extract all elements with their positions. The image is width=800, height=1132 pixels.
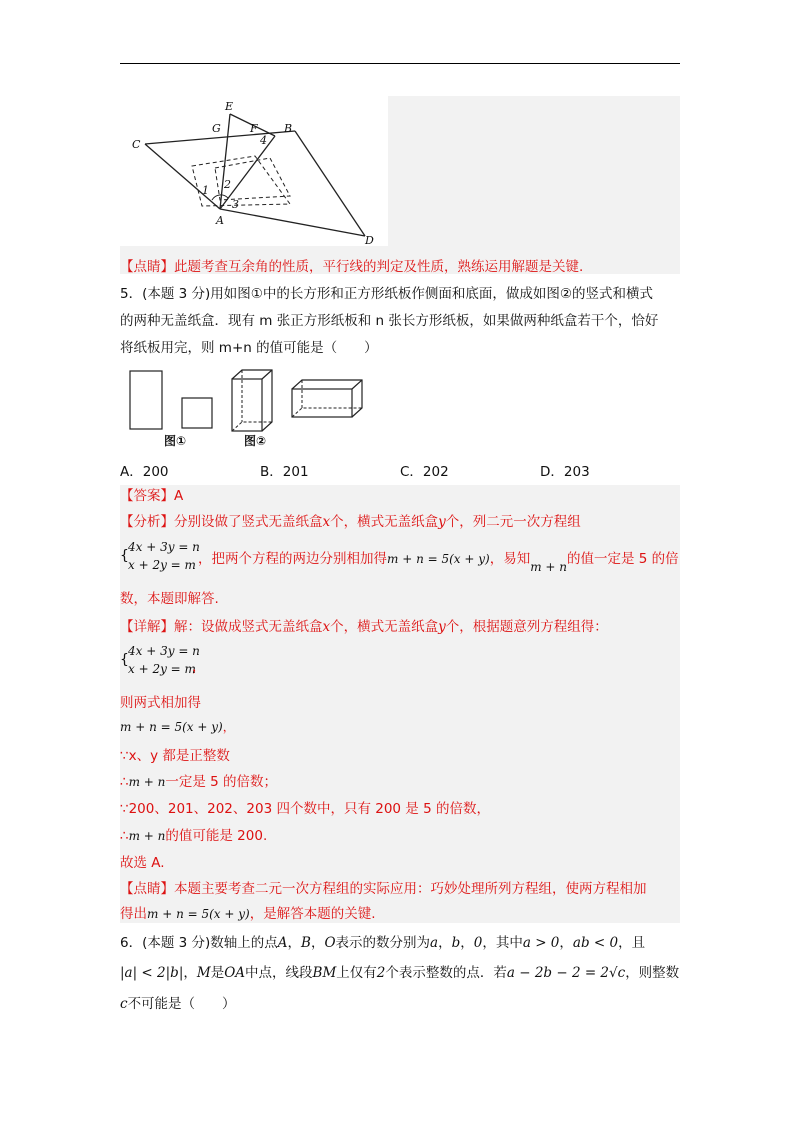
label-E: E <box>225 100 234 113</box>
label-B: B <box>284 122 293 135</box>
option-c: C．202 <box>400 464 449 480</box>
q5-because-1: ∵x、y 都是正整数 <box>120 748 230 764</box>
q5-line-2: 的两种无盖纸盒．现有 m 张正方形纸板和 n 张长方形纸板，如果做两种纸盒若干个，恰好 <box>120 313 659 329</box>
q5-choose: 故选 A. <box>120 855 165 871</box>
fig1-label: 图① <box>164 434 187 448</box>
option-d: D．203 <box>540 464 590 480</box>
q4-geometry-figure <box>120 96 388 246</box>
q5-analysis-line-1: 【分析】分别设做了竖式无盖纸盒x个，横式无盖纸盒y个，列二元一次方程组 <box>120 514 581 530</box>
q5-figures <box>120 365 370 455</box>
q5-line-3: 将纸板用完，则 m+n 的值可能是（ ） <box>120 340 378 356</box>
q5-because-2: ∵200、201、202、203 四个数中，只有 200 是 5 的倍数， <box>120 801 490 817</box>
label-3: 3 <box>232 198 239 211</box>
fig2-label: 图② <box>244 434 267 448</box>
q5-detail-line-1: 【详解】解：设做成竖式无盖纸盒x个，横式无盖纸盒y个，根据题意列方程组得： <box>120 619 608 635</box>
q5-note-line-2: 得出m + n = 5(x + y)，是解答本题的关键. <box>120 906 376 922</box>
q5-analysis-system: { 4x + 3y = n x + 2y = m <box>120 540 200 572</box>
label-A: A <box>216 214 224 227</box>
q5-analysis-line-2: ，把两个方程的两边分别相加得m + n = 5(x + y)，易知m + n的值一定是 5 的倍 <box>198 551 679 574</box>
label-C: C <box>132 138 141 151</box>
q5-therefore-1: ∴m + n一定是 5 的倍数； <box>120 774 278 790</box>
q5-therefore-2: ∴m + n的值可能是 200. <box>120 828 268 844</box>
option-b: B．201 <box>260 464 309 480</box>
q4-note: 【点睛】此题考查互余角的性质，平行线的判定及性质，熟练运用解题是关键. <box>120 259 584 275</box>
label-F: F <box>250 122 258 135</box>
q5-detail-comma: ， <box>192 659 206 675</box>
q6-line-2: |a| < 2|b|，M是OA中点，线段BM上仅有2个表示整数的点．若a − 2b − 2 = 2√c，则整数 <box>120 965 680 981</box>
q5-answer: 【答案】A <box>120 488 184 504</box>
label-G: G <box>212 122 221 135</box>
label-4: 4 <box>260 134 267 147</box>
q6-line-1: 6．(本题 3 分)数轴上的点A，B，O表示的数分别为a，b，0，其中a > 0，ab < 0，且 <box>120 935 646 951</box>
q5-analysis-line-3: 数，本题即解答. <box>120 591 219 607</box>
option-a: A．200 <box>120 464 169 480</box>
q5-add-line: 则两式相加得 <box>120 695 201 711</box>
label-1: 1 <box>202 184 209 197</box>
q5-line-1: 5．(本题 3 分)用如图①中的长方形和正方形纸板作侧面和底面，做成如图②的竖式和横式 <box>120 286 653 302</box>
q5-sum-equation: m + n = 5(x + y)， <box>120 720 235 734</box>
label-2: 2 <box>224 178 231 191</box>
q5-detail-system: { 4x + 3y = n x + 2y = m <box>120 644 200 676</box>
label-D: D <box>365 234 374 246</box>
header-rule <box>120 63 680 64</box>
q5-note-line-1: 【点睛】本题主要考查二元一次方程组的实际应用：巧妙处理所列方程组，使两方程相加 <box>120 881 647 897</box>
q6-line-3: c不可能是（ ） <box>120 996 236 1012</box>
